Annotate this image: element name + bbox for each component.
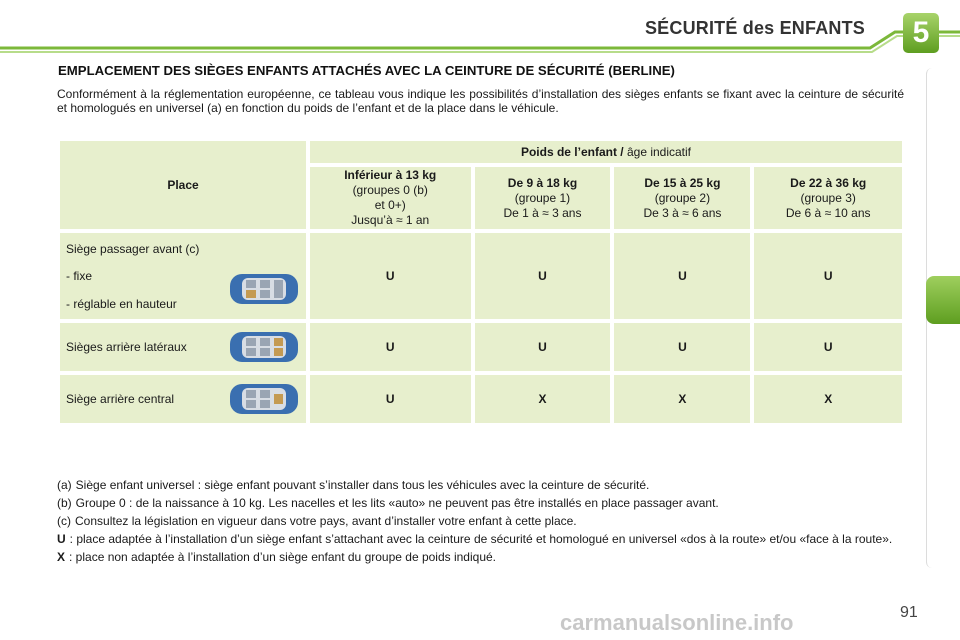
footnote-key: U <box>57 532 66 546</box>
row-sub-fixed: - fixe <box>66 268 93 283</box>
active-chapter-tab[interactable] <box>926 276 960 324</box>
footnote-key: (a) <box>57 478 72 492</box>
group-header-3: De 22 à 36 kg (groupe 3) De 6 à ≈ 10 ans <box>754 167 902 229</box>
footnote-key: (b) <box>57 496 72 510</box>
page-header <box>0 0 960 58</box>
cell-value: X <box>754 375 902 423</box>
row-sub-adjustable: - réglable en hauteur <box>66 296 177 311</box>
place-header: Place <box>60 141 306 229</box>
cell-value: U <box>310 375 471 423</box>
cell-value: X <box>475 375 611 423</box>
footnote-text: : place non adaptée à l’installation d’un siège enfant du groupe de poids indiqué. <box>69 550 497 564</box>
cell-value: U <box>614 323 750 371</box>
footnote-c <box>57 514 905 528</box>
footnotes <box>57 478 905 568</box>
row-label-front-passenger <box>60 233 306 319</box>
car-seat-diagram-icon <box>226 329 302 365</box>
group-header-1: De 9 à 18 kg (groupe 1) De 1 à ≈ 3 ans <box>475 167 611 229</box>
footnote-u <box>57 532 905 546</box>
row-label-text: Siège passager avant (c) <box>66 241 200 256</box>
footnote-text: : place adaptée à l’installation d’un siège enfant s’attachant avec la ceinture de sécurité et homologué en universel «dos à la route» et/ou «face à la route». <box>69 532 893 546</box>
footnote-x <box>57 550 905 564</box>
footnote-text: Consultez la législation en vigueur dans votre pays, avant d’installer votre enfant à cette place. <box>75 514 577 528</box>
chapter-number-badge: 5 <box>903 13 939 53</box>
group-header-2: De 15 à 25 kg (groupe 2) De 3 à ≈ 6 ans <box>614 167 750 229</box>
watermark: carmanualsonline.info <box>560 610 794 635</box>
car-seat-diagram-icon <box>226 271 302 307</box>
cell-value: U <box>754 233 902 319</box>
row-label-text: Siège arrière central <box>66 392 175 406</box>
page-number: 91 <box>900 604 918 621</box>
cell-value: X <box>614 375 750 423</box>
cell-value: U <box>475 323 611 371</box>
cell-value: U <box>310 323 471 371</box>
row-label-rear-side <box>60 323 306 371</box>
cell-value: U <box>310 233 471 319</box>
chapter-title: SÉCURITÉ des ENFANTS <box>644 18 865 38</box>
cell-value: U <box>754 323 902 371</box>
footnote-a <box>57 478 905 492</box>
weight-header: Poids de l’enfant / âge indicatif <box>310 141 902 163</box>
footnote-text: Siège enfant universel : siège enfant pouvant s’installer dans tous les véhicules avec la ceinture de sécurité. <box>75 478 650 492</box>
footnote-text: Groupe 0 : de la naissance à 10 kg. Les nacelles et les lits «auto» ne peuvent pas être installés en place passager avant. <box>75 496 719 510</box>
cell-value: U <box>475 233 611 319</box>
footnote-key: X <box>57 550 66 564</box>
group-header-0: Inférieur à 13 kg (groupes 0 (b) et 0+) Jusqu’à ≈ 1 an <box>310 167 471 229</box>
intro-paragraph: Conformément à la réglementation européenne, ce tableau vous indique les possibilités d’installation des sièges enfants se fixant avec la ceinture de sécurité et homologués en universel (a) en fonction du poids de l’enfant et de la place dans le véhicule. <box>57 87 904 115</box>
row-label-rear-center <box>60 375 306 423</box>
cell-value: U <box>614 233 750 319</box>
child-seat-table <box>56 137 906 427</box>
car-seat-diagram-icon <box>226 381 302 417</box>
section-title: EMPLACEMENT DES SIÈGES ENFANTS ATTACHÉS AVEC LA CEINTURE DE SÉCURITÉ (BERLINE) <box>58 63 675 78</box>
footnote-b <box>57 496 905 510</box>
row-label-text: Sièges arrière latéraux <box>66 340 187 354</box>
footnote-key: (c) <box>57 514 71 528</box>
